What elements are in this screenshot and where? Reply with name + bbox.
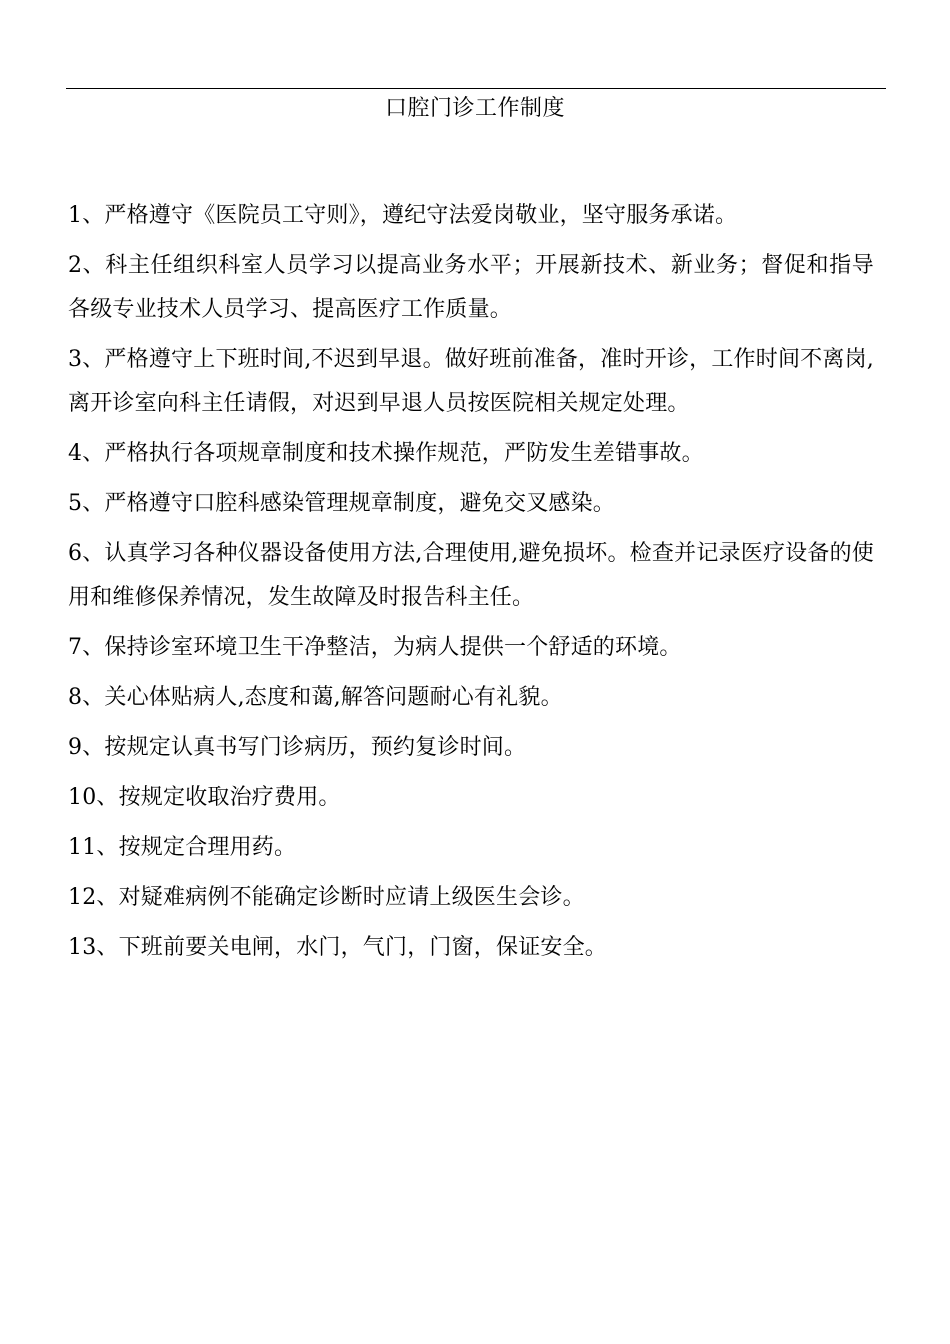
rule-item-4: 4、严格执行各项规章制度和技术操作规范，严防发生差错事故。 [68, 441, 704, 466]
document-title: 口腔门诊工作制度 [384, 96, 565, 121]
rule-item-1: 1、严格遵守《医院员工守则》，遵纪守法爱岗敬业，坚守服务承诺。 [68, 203, 738, 228]
rule-item-7: 7、保持诊室环境卫生干净整洁，为病人提供一个舒适的环境。 [68, 635, 682, 660]
rule-item-13: 13、下班前要关电闸，水门，气门，门窗，保证安全。 [68, 935, 607, 960]
rule-item-10: 10、按规定收取治疗费用。 [68, 785, 341, 810]
rule-item-6: 6、认真学习各种仪器设备使用方法,合理使用,避免损坏。检查并记录医疗设备的使用和维修保养情况，发生故障及时报告科主任。 [68, 541, 874, 610]
rule-item-12: 12、对疑难病例不能确定诊断时应请上级医生会诊。 [68, 885, 585, 910]
rule-item-8: 8、关心体贴病人,态度和蔼,解答问题耐心有礼貌。 [68, 685, 563, 710]
rule-item-3: 3、严格遵守上下班时间,不迟到早退。做好班前准备，准时开诊，工作时间不离岗,离开诊室向科主任请假，对迟到早退人员按医院相关规定处理。 [68, 347, 874, 416]
header-rule [66, 88, 886, 89]
rule-item-2: 2、科主任组织科室人员学习以提高业务水平；开展新技术、新业务；督促和指导各级专业技术人员学习、提高医疗工作质量。 [68, 253, 874, 322]
rules-list [68, 194, 874, 976]
rule-item-11: 11、按规定合理用药。 [68, 835, 297, 860]
rule-item-5: 5、严格遵守口腔科感染管理规章制度，避免交叉感染。 [68, 491, 615, 516]
rule-item-9: 9、按规定认真书写门诊病历，预约复诊时间。 [68, 735, 527, 760]
